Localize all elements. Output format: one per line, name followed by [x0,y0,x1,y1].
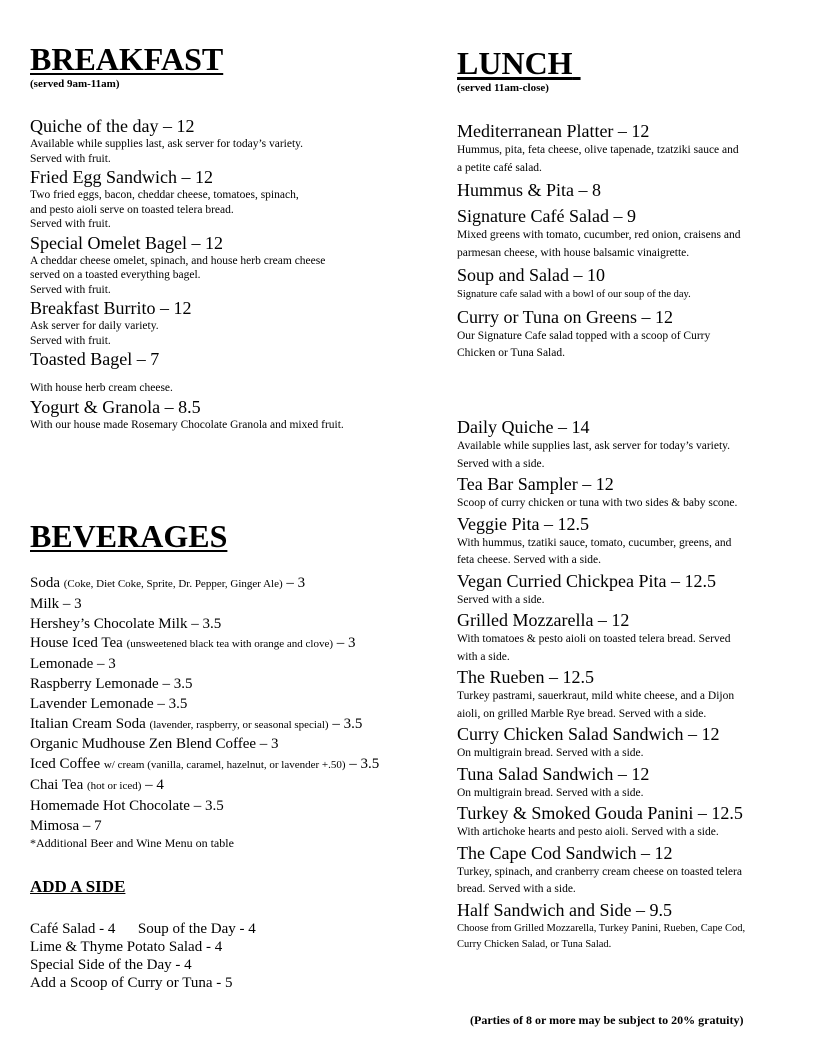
beverage-item: Iced Coffee w/ cream (vanilla, caramel, hazelnut, or lavender +.50) – 3.5 [30,756,380,773]
item-desc: Turkey, spinach, and cranberry cream cheese on toasted telera [457,865,742,878]
item-title: Fried Egg Sandwich – 12 [30,167,213,187]
item-title: Grilled Mozzarella – 12 [457,610,630,630]
lunch-items [457,120,740,363]
item-desc: Scoop of curry chicken or tuna with two sides & baby scone. [457,497,738,509]
beverage-item: Mimosa – 7 [30,817,102,834]
beverage-item: Homemade Hot Chocolate – 3.5 [30,797,224,814]
item-title: Curry Chicken Salad Sandwich – 12 [457,724,720,744]
item-desc: Served with fruit. [30,283,111,296]
breakfast-section [30,42,223,91]
item-desc: served on a toasted everything bagel. [30,269,201,281]
item-title: Mediterranean Platter – 12 [457,121,650,141]
item-title: Soup and Salad – 10 [457,265,605,285]
beverage-item: House Iced Tea (unsweetened black tea with orange and clove) – 3 [30,635,356,652]
item-title: Tea Bar Sampler – 12 [457,474,614,494]
item-desc: On multigrain bread. Served with a side. [457,786,644,799]
item-title: Hummus & Pita – 8 [457,180,602,200]
item-title: Tuna Salad Sandwich – 12 [457,763,650,784]
item-desc: With tomatoes & pesto aioli on toasted telera bread. Served [457,633,731,645]
item-desc: Hummus, pita, feta cheese, olive tapenade, tzatziki sauce and [457,144,739,156]
item-title: Quiche of the day – 12 [30,116,195,136]
add-side-heading: ADD A SIDE [30,877,126,896]
menu-item [30,348,344,396]
item-desc: Signature cafe salad with a bowl of our soup of the day. [457,289,691,300]
item-desc: Served with fruit. [30,334,111,347]
item-desc: With artichoke hearts and pesto aioli. Served with a side. [457,826,719,838]
item-title: Yogurt & Granola – 8.5 [30,396,201,417]
item-desc: With hummus, tzatiki sauce, tomato, cucumber, greens, and [457,536,732,549]
item-title: Breakfast Burrito – 12 [30,298,192,318]
breakfast-hours: (served 9am-11am) [30,78,120,90]
beverages-list [30,574,379,850]
item-desc: aioli, on grilled Marble Rye bread. Served with a side. [457,707,707,720]
item-desc: Chicken or Tuna Salad. [457,347,565,359]
item-title: The Cape Cod Sandwich – 12 [457,842,673,863]
beverage-item: Lavender Lemonade – 3.5 [30,695,188,712]
item-title: Curry or Tuna on Greens – 12 [457,306,673,327]
item-title: Toasted Bagel – 7 [30,349,160,369]
beverage-item: Soda (Coke, Diet Coke, Sprite, Dr. Pepper, Ginger Ale) – 3 [30,575,306,591]
item-title: Special Omelet Bagel – 12 [30,232,223,253]
lunch-hours: (served 11am-close) [457,82,549,94]
item-desc: with a side. [457,650,510,663]
item-desc: Available while supplies last, ask server for today’s variety. [30,138,304,150]
beverage-item: Italian Cream Soda (lavender, raspberry, or seasonal special) – 3.5 [30,715,363,732]
item-desc: parmesan cheese, with house balsamic vinaigrette. [457,246,690,259]
item-desc: Available while supplies last, ask server for today’s variety. [457,440,731,452]
item-desc: Served with fruit. [30,218,111,230]
item-desc: With house herb cream cheese. [30,382,173,394]
beverage-item: Raspberry Lemonade – 3.5 [30,675,193,692]
item-desc: feta cheese. Served with a side. [457,554,602,566]
item-desc: bread. Served with a side. [457,883,576,895]
item-title: Daily Quiche – 14 [457,417,590,437]
gratuity-note: (Parties of 8 or more may be subject to 20% gratuity) [470,1013,744,1027]
item-desc: Two fried eggs, bacon, cheddar cheese, tomatoes, spinach, [30,189,299,201]
beverage-item: Milk – 3 [30,595,82,612]
beverages-heading: BEVERAGES [30,518,228,554]
item-desc: Served with a side. [457,593,545,606]
beverage-note: *Additional Beer and Wine Menu on table [30,836,234,851]
item-desc: Our Signature Cafe salad topped with a scoop of Curry [457,329,711,342]
item-title: Veggie Pita – 12.5 [457,513,589,534]
item-title: Turkey & Smoked Gouda Panini – 12.5 [457,803,743,823]
item-desc: Choose from Grilled Mozzarella, Turkey Panini, Rueben, Cape Cod, [457,922,746,934]
breakfast-items [30,115,344,432]
beverage-item: Lemonade – 3 [30,656,116,673]
item-desc: Ask server for daily variety. [30,320,159,332]
side-line: Lime & Thyme Potato Salad - 4 [30,939,223,955]
item-desc: Curry Chicken Salad, or Tuna Salad. [457,938,612,950]
item-desc: With our house made Rosemary Chocolate Granola and mixed fruit. [30,418,344,431]
beverage-item: Organic Mudhouse Zen Blend Coffee – 3 [30,736,279,753]
lunch-heading: LUNCH [457,45,573,81]
lunch-section [457,46,581,95]
beverage-item: Chai Tea (hot or iced) – 4 [30,776,164,793]
item-desc: Served with fruit. [30,152,111,165]
menu-item [30,115,344,166]
item-desc: a petite café salad. [457,161,542,174]
item-title: The Rueben – 12.5 [457,667,594,687]
item-desc: On multigrain bread. Served with a side. [457,747,644,759]
item-desc: Turkey pastrami, sauerkraut, mild white cheese, and a Dijon [457,690,735,702]
item-title: Signature Café Salad – 9 [457,206,636,226]
add-side-list [30,920,256,992]
beverage-item: Hershey’s Chocolate Milk – 3.5 [30,615,222,632]
item-desc: Mixed greens with tomato, cucumber, red onion, craisens and [457,229,741,241]
menu-item [30,232,344,298]
item-title: Half Sandwich and Side – 9.5 [457,899,672,920]
item-desc: and pesto aioli serve on toasted telera bread. [30,203,234,216]
menu-item [30,297,344,348]
item-desc: Served with a side. [457,457,545,470]
side-line: Café Salad - 4 Soup of the Day - 4 [30,921,256,937]
lunch-items-2 [457,416,745,953]
side-line: Add a Scoop of Curry or Tuna - 5 [30,975,233,991]
side-line: Special Side of the Day - 4 [30,957,192,973]
menu-item [30,396,344,433]
beverages-section [30,519,227,553]
breakfast-heading: BREAKFAST [30,41,224,77]
add-side-section [30,877,125,897]
item-desc: A cheddar cheese omelet, spinach, and house herb cream cheese [30,254,326,267]
item-title: Vegan Curried Chickpea Pita – 12.5 [457,570,716,591]
menu-item [30,166,344,232]
